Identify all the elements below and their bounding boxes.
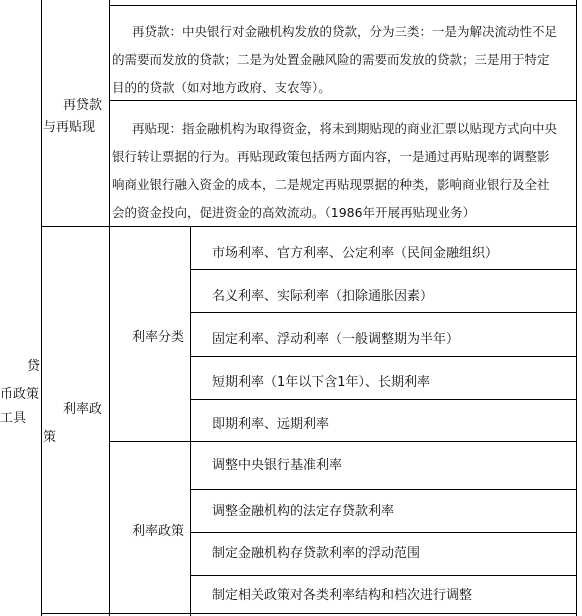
grid-line — [109, 5, 577, 6]
section-label-interest — [43, 400, 109, 448]
grid-line — [41, 0, 42, 616]
paragraph-line: 再贴现：指金融机构为取得资金，将未到期贴现的商业汇票以贴现方式向中央 — [132, 121, 558, 136]
grid-line — [190, 312, 577, 313]
classification-item: 短期利率（1年以下含1年）、长期利率 — [212, 375, 431, 390]
category-label-line: 币政策 — [0, 387, 40, 402]
policy-item: 调整金融机构的法定存贷款利率 — [212, 504, 395, 519]
grid-line — [109, 441, 577, 442]
grid-line — [190, 489, 577, 490]
section-label-line: 策 — [43, 430, 57, 445]
paragraph-line: 会的资金投向，促进资金的高效流动。（1986年开展再贴现业务） — [112, 205, 476, 220]
classification-item: 市场利率、官方利率、公定利率（民间金融组织） — [212, 246, 499, 261]
subsection-label-policy: 利率政策 — [132, 524, 185, 539]
category-label — [0, 357, 41, 429]
paragraph-line: 银行转让票据的行为。再贴现政策包括两方面内容，一是通过再贴现率的调整影 — [112, 149, 550, 164]
grid-line — [109, 0, 110, 616]
grid-line — [190, 575, 577, 576]
grid-line — [190, 399, 577, 400]
grid-line — [190, 226, 191, 616]
category-label-line: 贷 — [26, 359, 40, 374]
classification-item: 固定利率、浮动利率（一般调整期为半年） — [212, 332, 460, 347]
section-label-line: 与再贴现 — [43, 120, 96, 135]
section-label-line: 利率政 — [63, 402, 103, 417]
paragraph-line: 再贷款：中央银行对金融机构发放的贷款，分为三类：一是为解决流动性不足 — [132, 24, 558, 39]
paragraph-line: 目的的贷款（如对地方政府、支农等）。 — [112, 80, 331, 95]
policy-item: 制定金融机构存贷款利率的浮动范围 — [212, 546, 421, 561]
classification-item: 名义利率、实际利率（扣除通胀因素） — [212, 289, 434, 304]
policy-item: 调整中央银行基准利率 — [212, 458, 343, 473]
grid-line — [576, 0, 577, 616]
grid-line — [190, 269, 577, 270]
subsection-label-classification: 利率分类 — [132, 330, 185, 345]
grid-line — [41, 613, 577, 614]
rediscount-paragraph — [112, 115, 574, 227]
paragraph-line: 响商业银行融入资金的成本，二是规定再贴现票据的种类，影响商业银行及全社 — [112, 177, 550, 192]
paragraph-line: 的需要而发放的贷款；二是为处置金融风险的需要而发放的贷款；三是用于特定 — [112, 52, 550, 67]
classification-item: 即期利率、远期利率 — [212, 417, 330, 432]
category-label-line: 工具 — [0, 411, 27, 426]
grid-line — [190, 532, 577, 533]
section-label-rediscount — [43, 96, 109, 138]
policy-item: 制定相关政策对各类利率结构和档次进行调整 — [212, 588, 473, 603]
section-label-line: 再贷款 — [63, 98, 103, 113]
relending-paragraph — [112, 18, 574, 102]
grid-line — [190, 356, 577, 357]
